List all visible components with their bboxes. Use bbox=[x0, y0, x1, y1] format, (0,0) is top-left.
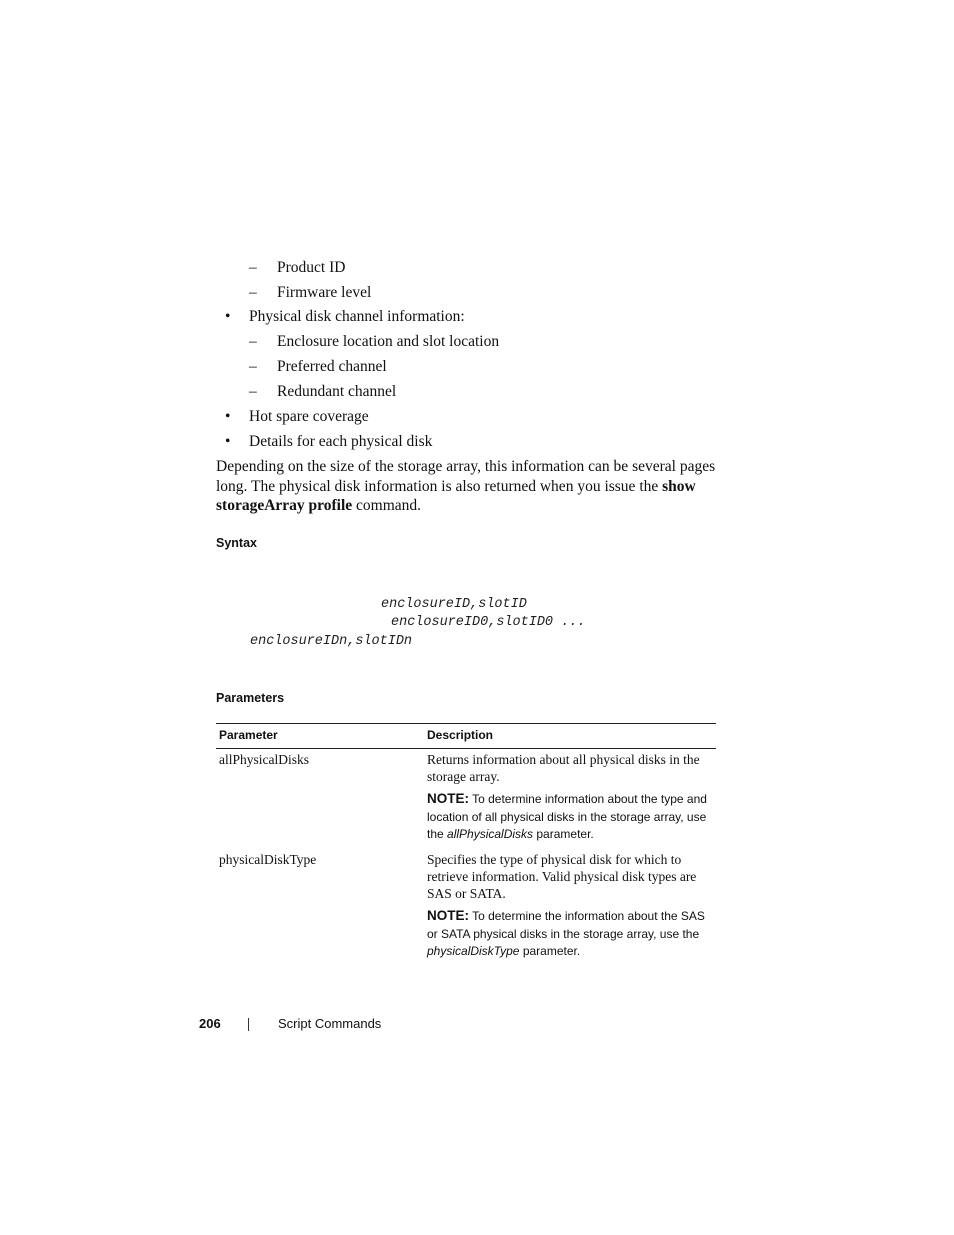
list-item: Firmware level bbox=[277, 284, 372, 301]
list-marker: – bbox=[249, 284, 257, 301]
parameter-name: allPhysicalDisks bbox=[219, 752, 309, 767]
note-param: physicalDiskType bbox=[427, 944, 520, 958]
table-top-rule bbox=[216, 723, 716, 724]
list-marker: • bbox=[225, 308, 231, 325]
command-name: show storageArray profile bbox=[216, 477, 696, 514]
list-item: Details for each physical disk bbox=[249, 433, 433, 450]
list-item: Redundant channel bbox=[277, 383, 397, 400]
note-text-end: parameter. bbox=[533, 827, 594, 841]
list-marker: • bbox=[225, 433, 231, 450]
note-label: NOTE: bbox=[427, 791, 469, 806]
description-paragraph bbox=[216, 457, 716, 516]
list-item: Hot spare coverage bbox=[249, 408, 369, 425]
column-header-parameter: Parameter bbox=[219, 728, 278, 742]
syntax-line: enclosureID,slotID bbox=[381, 597, 527, 612]
note-text: To determine information about the type and location of all physical disks in the storage array, use the bbox=[427, 792, 707, 841]
list-marker: – bbox=[249, 333, 257, 350]
note-param: allPhysicalDisks bbox=[447, 827, 534, 841]
syntax-line: enclosureID0,slotID0 ... bbox=[391, 615, 586, 630]
syntax-line: enclosureIDn,slotIDn bbox=[250, 634, 413, 649]
list-marker: – bbox=[249, 358, 257, 375]
parameter-name: physicalDiskType bbox=[219, 852, 317, 867]
paragraph-text-end: command. bbox=[352, 497, 422, 514]
parameters-heading: Parameters bbox=[216, 691, 285, 705]
page-number: 206 bbox=[199, 1016, 221, 1031]
footer-divider bbox=[248, 1018, 249, 1031]
list-item: Product ID bbox=[277, 259, 346, 276]
parameter-description: Specifies the type of physical disk for which to retrieve information. Valid physical disk types are SAS or SATA. bbox=[427, 852, 697, 901]
list-item: Enclosure location and slot location bbox=[277, 333, 500, 350]
column-header-description: Description bbox=[427, 728, 494, 742]
paragraph-text: Depending on the size of the storage array, this information can be several pages long. The physical disk information is also returned when you issue the bbox=[216, 458, 716, 495]
note-label: NOTE: bbox=[427, 908, 469, 923]
list-item: Preferred channel bbox=[277, 358, 387, 375]
list-marker: • bbox=[225, 408, 231, 425]
parameter-description: Returns information about all physical disks in the storage array. bbox=[427, 752, 700, 784]
footer-section-title: Script Commands bbox=[278, 1016, 382, 1031]
list-item: Physical disk channel information: bbox=[249, 308, 465, 325]
list-marker: – bbox=[249, 383, 257, 400]
note-block bbox=[427, 907, 716, 961]
syntax-heading: Syntax bbox=[216, 536, 257, 550]
list-marker: – bbox=[249, 259, 257, 276]
note-text: To determine the information about the SAS or SATA physical disks in the storage array, use the bbox=[427, 909, 705, 941]
note-block bbox=[427, 790, 716, 844]
table-header-rule bbox=[216, 748, 716, 749]
note-text-end: parameter. bbox=[519, 944, 581, 958]
